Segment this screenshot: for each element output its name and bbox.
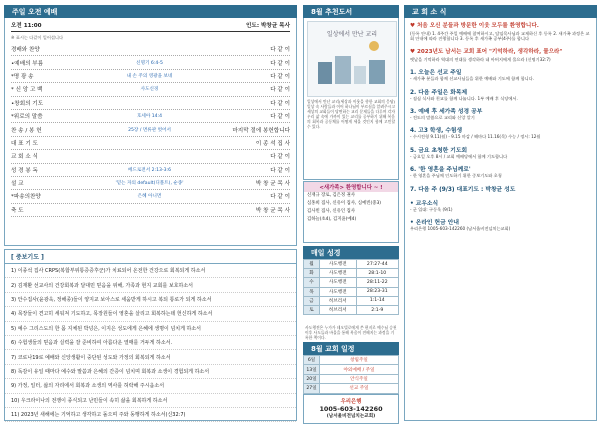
worship-order-box (4, 18, 297, 246)
order-person: 다 같 이 (270, 100, 290, 107)
order-name: 경배와 찬양 (11, 47, 40, 54)
order-item (11, 97, 290, 110)
prayer-item: 4) 목장들이 견고히 세워져 기도하고, 목장원들이 영혼을 살리고 회복하는데 헌신하게 하소서 (5, 307, 296, 321)
order-name: •예배의 부름 (11, 60, 44, 67)
worship-leader: 인도: 박창균 목사 (246, 23, 290, 29)
prayer-item: 5) 예수 그리스도의 한 몸 지체된 박넝은, 이지은 성도에게 은혜에 생명이 넘치게 하소서 (5, 322, 296, 336)
news-box (404, 18, 597, 421)
daily-row (304, 287, 399, 296)
news-heading: 6. '한 영혼을 주님께로' (410, 167, 471, 174)
daily-day: 토 (304, 305, 320, 314)
news-heading: 3. 예배 후 세가족 성경 공부 (410, 109, 483, 116)
order-content: '믿는 자의 default(디폴트), 순종' (115, 181, 184, 187)
daily-day: 목 (304, 287, 320, 296)
news-heading: 1. 오늘은 선교 주일 (410, 70, 462, 77)
newcomer-item: 심홍희 집사, 신유이 집사, 심예빈(중3) (307, 201, 381, 206)
order-name: *명 광 송 (11, 73, 34, 80)
middle-column (303, 5, 399, 421)
order-content: 호세아 14:4 (136, 114, 163, 120)
daily-row (304, 260, 399, 269)
theme-title: ♥ 2023년도 남서는 교회 표어 "기억하라, 생각하라, 물으라" (410, 48, 563, 55)
order-person: 다 같 이 (270, 194, 290, 201)
book-cover-title: 일상에서 만난 교리 (326, 31, 378, 38)
daily-book: 히브리서 (320, 305, 357, 314)
order-name: 찬 송 / 봉 헌 (11, 127, 42, 134)
order-item (11, 123, 290, 136)
schedule-event: 선교 주일 (320, 384, 399, 393)
order-content: 25장 / 면류관 벗어서 (128, 127, 171, 133)
bank-name: 우리은행 (340, 399, 362, 405)
daily-day: 수 (304, 278, 320, 287)
news-text: - 수시전형 9.11(월) - 9.15 마감 / 해마다 11.16(목) 수능 / 정시: 12월 (410, 134, 541, 140)
news-list (410, 67, 591, 231)
book-cover (307, 21, 397, 97)
order-person: 이 종 석 집 사 (255, 140, 290, 147)
schedule-date: 27일 (304, 384, 320, 393)
prayer-item: 2) 김재환 선교사의 건강회복과 달대민 믿음을 위해, 가족과 현지 교회를 보호하소서 (5, 278, 296, 292)
worship-column (4, 5, 297, 421)
news-text: - 군 입대: 구동욱 (9/1) (410, 206, 453, 212)
order-item (11, 177, 290, 190)
book-header: 8월 추천도서 (303, 5, 399, 18)
welcome-title: ♥ 처음 오신 분들과 방문한 이웃 모두를 환영합니다. (410, 23, 539, 29)
news-heading: 4. 고3 학생, 수험생 (410, 128, 463, 135)
schedule-event: 안식주일 (320, 374, 399, 383)
schedule-row (304, 374, 399, 383)
prayer-item: 8) 독감이 유일 때마다 예수와 말씀과 은혜의 간증이 넘치며 회복과 소생이 경험되게 하소서 (5, 365, 296, 379)
order-item (11, 43, 290, 56)
order-content: 신명기 6:4-5 (136, 60, 163, 66)
news-header: 교 회 소 식 (404, 5, 597, 18)
news-heading: 7. 다음 주 (9/3) 대표기도 : 박창균 성도 (410, 186, 516, 193)
news-text: - 한 영혼을 주님께 인도하기 위한 중보기도와 초청 (410, 173, 502, 179)
news-column (404, 5, 597, 421)
order-item (11, 150, 290, 163)
daily-day: 금 (304, 296, 320, 305)
prayer-item: 1) 이종석 집사 CRPS(복합부위통증증후군)가 치료되어 온전한 건강으로 회복되게 하소서 (5, 264, 296, 278)
order-content: 은혜 아니면 (137, 194, 162, 200)
order-item (11, 137, 290, 150)
account-number: 1005-603-142260 (319, 405, 383, 413)
daily-chapter: 1:1-14 (356, 296, 398, 305)
news-heading: 2. 다음 주일은 화목제 (410, 89, 468, 96)
prayer-item: 10) 우크라이나의 전쟁이 종식되고 난민들이 속히 삶을 회복하게 하소서 (5, 394, 296, 408)
prayer-title: [ 중보기도 ] (5, 250, 296, 264)
order-list (11, 43, 290, 217)
order-item (11, 204, 290, 217)
order-name: 대 표 기 도 (11, 140, 38, 147)
schedule-date: 20일 (304, 374, 320, 383)
order-person: 마지막 절에 봉헌합니다 (232, 127, 290, 134)
daily-bible-table (303, 259, 399, 315)
newcomer-item: 김하늘(초4), 김지윤(예4) (307, 217, 357, 222)
news-text: - 점심 식사와 친교를 함께 나눕니다. 1부 예배 후 식당에서. (410, 95, 518, 101)
order-name: 교 회 소 식 (11, 154, 38, 161)
order-item (11, 164, 290, 177)
daily-bible-header: 매일 성경 (303, 246, 399, 259)
schedule-row (304, 356, 399, 365)
news-text: 우리은행 1005-603-142260 (남서울비전넘치는교회) (410, 226, 511, 232)
daily-row (304, 269, 399, 278)
order-name: * 신 앙 고 백 (11, 87, 43, 94)
schedule-table (303, 355, 399, 394)
order-item (11, 190, 290, 203)
order-item (11, 56, 290, 69)
book-cover-illustration (308, 22, 396, 96)
daily-chapter: 28:1-10 (356, 269, 398, 278)
order-person: 다 같 이 (270, 154, 290, 161)
order-person: 박 창 균 목 사 (255, 207, 290, 214)
order-item (11, 70, 290, 83)
newcomer-item: 신재규 장로, 김은정 권사 (307, 193, 355, 198)
book-description: 일상에서 만난 교리(세상과 이웃을 향한 교회의 응답) 일상 속 사람들과 이어 하나님이 부르심을 알려주시고 세상의 교회들이 당면하는 교리 문제들을 다루며 각자 우리 삶 속에 가까이 있는 교리를 공부하기 위해 복음의 회복과 공동체를 어떻게 세울 것인지 함께 고민할 수 있다. (307, 99, 395, 129)
order-name: •창회의 기도 (11, 100, 44, 107)
daily-chapter: 2:1-9 (356, 305, 398, 314)
schedule-event: 창립주일 (320, 356, 399, 365)
schedule-event: 야외예배 / 주일 (320, 365, 399, 374)
prayer-item: 3) 안수집사(윤광욱, 정해종)들이 양지교 보아스로 세움받게 하시고 복되 통로가 되게 하소서 (5, 293, 296, 307)
newcomer-item: 김사빈 집사, 신유인 집사 (307, 209, 355, 214)
order-content: 사도신경 (140, 87, 159, 93)
schedule-date: 13일 (304, 365, 320, 374)
order-person: 박 창 균 목 사 (255, 181, 290, 188)
schedule-date: 6일 (304, 356, 320, 365)
order-person: 다 같 이 (270, 73, 290, 80)
prayer-list (5, 264, 296, 422)
order-person: 다 같 이 (270, 47, 290, 54)
daily-row (304, 305, 399, 314)
newcomer-box (303, 181, 399, 243)
prayer-box (4, 249, 297, 421)
worship-info-row (11, 21, 290, 32)
order-name: *위로의 말씀 (11, 114, 43, 121)
daily-book: 사도행전 (320, 278, 357, 287)
worship-header: 주일 오전 예배 (4, 5, 297, 18)
order-person: 다 같 이 (270, 60, 290, 67)
order-person: 다 같 이 (270, 87, 290, 94)
order-item (11, 110, 290, 123)
order-item (11, 83, 290, 96)
order-content: 내 손 주의 영광을 보네 (126, 73, 173, 79)
schedule-header: 8월 교회 일정 (303, 342, 399, 355)
newcomer-title: <새가족> 환영합니다 ~ ! (304, 182, 398, 192)
order-content: 베드로전서 2:13-3:6 (127, 167, 171, 173)
order-name: 성 경 봉 독 (11, 167, 38, 174)
schedule-row (304, 365, 399, 374)
daily-book: 히브리서 (320, 296, 357, 305)
order-person: 다 같 이 (270, 114, 290, 121)
news-heading: 5. 금요 초청한 기도회 (410, 147, 468, 154)
order-name: *파송의찬양 (11, 194, 41, 201)
order-name: 축 도 (11, 207, 24, 214)
daily-bible-note: 사도행전은 누가가 데오빌로에게 쓴 편지로 예수님 승천 이후 사도들과 바울을 통해 복음이 전해지는 과정을 기록한 책이다. (305, 325, 397, 340)
daily-day: 월 (304, 260, 320, 269)
prayer-item: 6) 수험생들의 믿음과 실력을 잘 준비하여 아름다운 열매를 거두게 하소서. (5, 336, 296, 350)
book-box (303, 18, 399, 180)
worship-time: 오전 11:00 (11, 23, 42, 29)
prayer-item: 7) 코로나19로 예배와 신앙생활이 중단된 성도와 가정의 회복되게 하소서 (5, 350, 296, 364)
daily-day: 화 (304, 269, 320, 278)
welcome-text: (등록 안내) 1. 4주간 주일 예배에 참여하시고, 담임목사님과 교제하신 후 등록 2. 새가족 과정은 교회 안내에 따라 진행합니다 3. 등록 후 새가족 공부(4주)를 합니다 (410, 31, 590, 42)
theme-text: 옛날을 기억하라 역대의 연대를 생각하라 네 아버지에게 물으라 (신명기32:7) (410, 56, 551, 62)
prayer-item: 9) 가정, 일터, 삶의 자리에서 회복과 소생의 역사를 허락해 주시옵소서 (5, 379, 296, 393)
news-text: - 금요일 오후 8시 / 교회 예배당에서 함께 기도합니다 (410, 153, 508, 159)
order-person: 다 같 이 (270, 167, 290, 174)
news-text: - 새가족 분들과 함께 선교사님들을 위한 예배와 기도에 함께 합니다. (410, 76, 535, 82)
order-name: 설 교 (11, 181, 24, 188)
news-text: - 전도의 말씀으로 교리와 신앙 알기 (410, 115, 475, 121)
daily-chapter: 27:27-44 (356, 260, 398, 269)
daily-book: 사도행전 (320, 260, 357, 269)
standing-note: ※ 표시는 다같이 일어섭니다 (11, 35, 63, 40)
daily-book: 사도행전 (320, 269, 357, 278)
offering-account (303, 394, 399, 424)
prayer-item: 11) 2023년 새해에는 기억하고 생각하고 돌으며 주와 동행하게 하소서(신32:7) (5, 408, 296, 422)
news-heading: • 온라인 헌금 안내 (410, 220, 459, 227)
daily-row (304, 296, 399, 305)
daily-book: 사도행전 (320, 287, 357, 296)
account-owner: (남서울비전넘치는교회) (326, 414, 376, 419)
daily-chapter: 28:11-22 (356, 278, 398, 287)
news-heading: • 교우소식 (410, 200, 439, 207)
schedule-row (304, 384, 399, 393)
newcomer-list (304, 192, 398, 224)
daily-row (304, 278, 399, 287)
daily-chapter: 28:23-31 (356, 287, 398, 296)
